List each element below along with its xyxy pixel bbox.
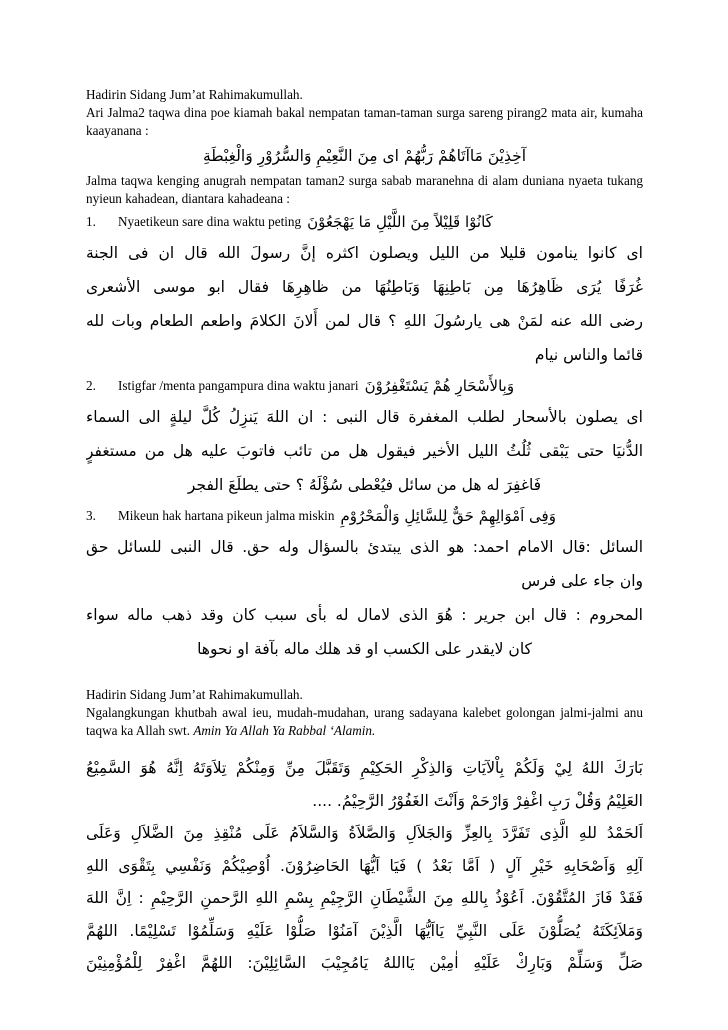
- arabic-line: اى يصلون بالأسحار لطلب المغفرة قال النبى : ان اللهَ يَنزِلُ كُلَّ ليلةٍ الى السماء: [86, 408, 643, 426]
- item-text: Istigfar /menta pangampura dina waktu janari: [118, 378, 359, 393]
- arabic-line: الدُّنيَا حتى يَبْقى ثُلُثُ الليل الأخير فيقول هل من تائب فاتوبَ عليه هل من مستغفرٍ: [86, 442, 643, 460]
- arabic-line: اى كانوا ينامون قليلا من الليل ويصلون اكثره إنَّ رسولَ الله قال ان فى الجنة: [86, 244, 643, 262]
- item-3-arabic-paragraph: [86, 530, 643, 666]
- item-arabic: كَانُوْا قَلِيْلاً مِنَ اللَّيْلِ مَا يَهْجَعُوْنَ: [307, 213, 493, 231]
- arabic-line: فَقَدْ فَازَ المُتَّقُوْنَ. اَعُوْذُ بِاللهِ مِنَ الشَّيْطَانِ الرَّجِيْمِ بِسْمِ اللهِ الرَّحمنِ الرَّحِيْمِ : اِنَّ اللهَ: [86, 889, 643, 907]
- arabic-line: غُرَفًا يُرَى ظَاهِرُهَا مِن بَاطِنِهَا وَبَاطِنُهَا من ظاهِرِهَا فقال ابو موسى الأشعرى: [86, 278, 643, 296]
- item-text: Nyaetikeun sare dina waktu peting: [118, 214, 302, 229]
- arabic-line: السائل :قال الامام احمد: هو الذى يبتدئ بالسؤال وله حق. قال النبى للسائل حق: [86, 538, 643, 556]
- closing-text: Ngalangkungan khutbah awal ieu, mudah-mudahan, urang sadayana kalebet golongan jalmi-jalmi anu taqwa ka Allah swt.: [86, 705, 643, 738]
- explanation-text: Jalma taqwa kenging anugrah nempatan taman2 surga sabab maranehna di alam duniana nyaeta tukang nyieun kahadean, diantara kahadeana :: [86, 173, 643, 206]
- arabic-line: صَلِّ وَسَلِّمْ وَبَارِكْ عَلَيْهِ اٰمِيْن يَااللهُ يَامُجِيْبَ السَّائِلِيْنَ: اللهُمَّ اغْفِرْ لِلْمُؤْمِنِيْنَ: [86, 954, 643, 972]
- arabic-line: رضى الله عنه لمَنْ هى يارسُولَ اللهِ ؟ قال لمن أَلانَ الكلامَ واطعم الطعام وبات لله: [86, 312, 643, 330]
- closing-paragraph: [86, 704, 643, 740]
- item-1-arabic-paragraph: [86, 236, 643, 372]
- arabic-line: فَاغفِرَ له هل من سائل فيُعْطى سُؤْلَهُ ؟ حتى يطلَعَ الفجر: [187, 476, 542, 494]
- item-number: 2.: [86, 378, 96, 393]
- list-item-1: [86, 208, 643, 236]
- intro-greeting: Hadirin Sidang Jum’at Rahimakumullah.: [86, 87, 303, 102]
- doa-paragraph: [86, 752, 643, 980]
- item-arabic: وَبِالأَسْحَارِ هُمْ يَسْتَغْفِرُوْنَ: [364, 377, 515, 395]
- list-item-2: [86, 372, 643, 400]
- arabic-line: وان جاء على فرس: [521, 572, 643, 590]
- arabic-line: المحروم : قال ابن جرير : هُوَ الذى لامال له بأى سبب كان وقد ذهب ماله سواء: [86, 606, 643, 624]
- closing-greeting: Hadirin Sidang Jum’at Rahimakumullah.: [86, 687, 303, 702]
- arabic-line: كان لايقدر على الكسب او قد هلك ماله بآفة او نحوها: [197, 640, 532, 658]
- arabic-line: آلِهِ وَاَصْحَابِهِ خَيْرِ آلٍ ( اَمَّا بَعْدُ ) فَيَا اَيُّهَا الحَاضِرُوْنَ. اُوْصِيْكُمْ وَنَفْسِي بِتَقْوَى اللهِ: [86, 856, 643, 875]
- verse-1-arabic: آخِذِيْنَ مَاآتَاهُمْ رَبُّهُمْ اى مِنَ النَّعِيْمِ وَالسُّرُوْرِ وَالْغِبْطَةِ: [202, 147, 527, 165]
- item-arabic: وَفِى اَمْوَالِهِمْ حَقٌّ لِلسَّائِلِ وَالْمَحْرُوْمِ: [340, 507, 556, 525]
- item-number: 3.: [86, 508, 96, 523]
- arabic-line: بَارَكَ اللهُ لِيْ وَلَكُمْ بِاْلآيَاتِ وَالذِكْرِ الحَكِيْمِ وَتَقَبَّلَ مِنِّ وَمِنْكُمْ تِلاَوَتَهُ اِنَّهُ هُوَ السَّمِيْعُ: [86, 759, 643, 777]
- list-item-3: [86, 502, 643, 530]
- arabic-line: العَلِيْمُ وَقُلْ رَبِ اغْفِرْ وَارْحَمْ وَاَنْتَ الغَفُوْرُ الرَّحِيْمُ. ....: [312, 791, 643, 810]
- document-page: [86, 86, 643, 980]
- arabic-line: اَلحَمْدُ للهِ الَّذِى تَفَرَّدَ بِالعِزِّ وَالجَلاَلِ وَالصَّلاَةُ وَالسَّلاَمُ عَلَى مُنْقِذِ مِنَ الضَّلاَلِ وَعَلَى: [86, 824, 643, 842]
- amin-text: Amin Ya Allah Ya Rabbal ‘Alamin.: [193, 723, 376, 738]
- arabic-line: قائما والناس نيام: [534, 346, 643, 364]
- arabic-line: وَمَلاَئِكَتَهُ يُصَلُّوْنَ عَلَى النَّبِيِّ يَااَيُّهَا الَّذِيْنَ آمَنُوْا صَلُّوْا عَلَيْهِ وَسَلِّمُوْا تَسْلِيْمًا. اللهُمَّ: [86, 921, 643, 940]
- item-2-arabic-paragraph: [86, 400, 643, 502]
- item-number: 1.: [86, 214, 96, 229]
- item-text: Mikeun hak hartana pikeun jalma miskin: [118, 508, 335, 523]
- intro-text: Ari Jalma2 taqwa dina poe kiamah bakal nempatan taman-taman surga sareng pirang2 mata air, kumaha kaayanana :: [86, 105, 643, 138]
